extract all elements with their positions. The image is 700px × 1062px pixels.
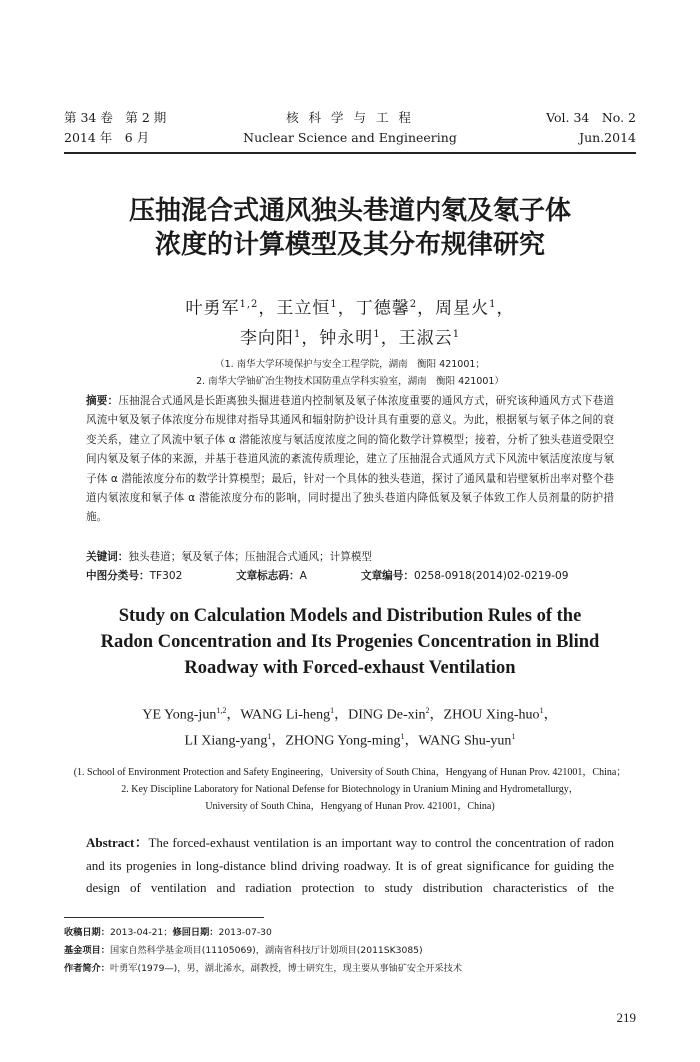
clc-value: TF302	[149, 570, 183, 582]
author-sup: 2	[409, 299, 418, 310]
author-sup: 1	[267, 731, 272, 741]
authors-zh-line-1	[64, 292, 636, 322]
authors-en-line-1	[64, 700, 636, 726]
footnote	[64, 924, 636, 978]
abstract-en-label: Abstract：	[86, 835, 149, 850]
author-bio-label: 作者简介：	[64, 963, 110, 974]
authors-en	[64, 700, 636, 751]
keywords-zh-label: 关键词：	[86, 551, 129, 563]
affiliation-zh-line-1: （1. 南华大学环境保护与安全工程学院，湖南 衡阳 421001；	[215, 359, 485, 370]
footnote-rule	[64, 917, 264, 918]
received-date: 2013-04-21；	[109, 927, 173, 938]
title-en-line-3: Roadway with Forced-exhaust Ventilation	[184, 658, 516, 678]
title-en-line-1: Study on Calculation Models and Distribution Rules of the	[118, 606, 582, 626]
author-bio-text: 叶勇军(1979—)，男，湖北浠水，副教授，博士研究生，现主要从事铀矿安全开采技术	[109, 963, 463, 974]
clc-label: 中图分类号：	[86, 570, 150, 582]
fund-text: 国家自然科学基金项目(11105069)，湖南省科技厅计划项目(2011SK3085)	[109, 945, 423, 956]
author-en: ，WANG Li-heng	[226, 707, 331, 723]
document-code	[236, 567, 307, 585]
author-en: ，WANG Shu-yun	[404, 733, 512, 749]
author-sup: 1	[489, 299, 497, 310]
clc-number	[86, 567, 182, 585]
authors-zh-line-2	[64, 322, 636, 352]
author-sup: 1	[330, 299, 338, 310]
author-zh: ，丁德馨	[337, 298, 410, 319]
article-id-label: 文章编号：	[361, 570, 414, 582]
keywords-zh-text: 独头巷道；氡及氡子体；压抽混合式通风；计算模型	[128, 551, 373, 563]
article-id-value: 0258-0918(2014)02-0219-09	[413, 570, 569, 582]
fund-label: 基金项目：	[64, 945, 110, 956]
article-meta-zh	[86, 567, 614, 585]
author-sup: 1	[511, 731, 516, 741]
author-zh: 叶勇军	[185, 298, 240, 319]
abstract-en	[86, 832, 614, 900]
author-zh: ，钟永明	[301, 328, 374, 349]
article-id	[361, 567, 569, 585]
author-sup: 1	[452, 328, 461, 340]
date-zh: 2014 年 6 月	[64, 130, 150, 145]
author-en: ，DING De-xin	[334, 707, 426, 723]
running-header	[64, 108, 636, 148]
journal-name-en: Nuclear Science and Engineering	[243, 130, 457, 145]
author-en: LI Xiang-yang	[184, 733, 268, 749]
author-sup: 1	[330, 706, 335, 715]
footnote-fund	[64, 942, 636, 960]
volume-issue-en: Vol. 34 No. 2	[546, 110, 636, 125]
affiliation-en-line-3: University of South China，Hengyang of Hunan Prov. 421001，China)	[205, 801, 495, 812]
author-zh: 李向阳	[239, 328, 294, 349]
received-label: 收稿日期：	[64, 927, 110, 938]
author-en: ，ZHOU Xing-huo	[429, 707, 540, 723]
title-en-line-2: Radon Concentration and Its Progenies Concentration in Blind	[100, 632, 600, 652]
author-separator: ，	[496, 298, 515, 319]
author-zh: ，王立恒	[258, 298, 331, 319]
footnote-author	[64, 960, 636, 978]
revised-label: 修回日期：	[172, 927, 219, 938]
author-en: ，ZHONG Yong-ming	[271, 733, 401, 749]
header-right	[546, 108, 636, 148]
author-separator: ，	[543, 707, 558, 723]
date-en: Jun.2014	[579, 130, 636, 145]
code-value: A	[299, 570, 307, 582]
affiliation-en-line-2: 2. Key Discipline Laboratory for National Defense for Biotechnology in Uranium Mining and Hydrometallurgy，	[121, 784, 579, 795]
affiliation-zh	[64, 356, 636, 390]
abstract-en-text: The forced-exhaust ventilation is an important way to control the concentration of radon and its progenies in long-distance blind driving roadway. It is of great significance for guiding the design of ventilation and radiation protection to study distribution characteristics of the	[86, 835, 614, 895]
author-en: YE Yong-jun	[142, 707, 217, 723]
keywords-zh	[86, 548, 614, 566]
journal-name-zh: 核 科 学 与 工 程	[286, 110, 414, 125]
author-sup: 1,2	[216, 706, 227, 715]
abstract-zh-text: 压抽混合式通风是长距离独头掘进巷道内控制氡及氡子体浓度重要的通风方式，研究该种通风方式下巷道风流中氡及氡子体浓度分布规律对指导其通风和辐射防护设计具有重要的意义。为此，根据氡与氡子体之间的衰变关系，建立了风流中氡子体 α 潜能浓度与氡活度浓度之间的简化数学计算模型；接着，分析了独头巷道受限空间内氡及氡子体的来源，并基于巷道风流的紊流传质理论，建立了压抽混合式通风方式下风流中氡活度浓度与氡子体 α 潜能浓度分布的数学计算模型；最后，针对一个具体的独头巷道，探讨了通风量和岩壁氡析出率对整个巷道内氡浓度和氡子体 α 潜能浓度分布的影响，同时提出了独头巷道内降低氡及氡子体致工作人员剂量的防护措施。	[86, 395, 615, 524]
author-sup: 1	[400, 731, 405, 741]
authors-zh	[64, 292, 636, 351]
footnote-dates	[64, 924, 636, 942]
header-rule	[64, 152, 636, 154]
code-label: 文章标志码：	[236, 570, 300, 582]
author-sup: 1	[293, 328, 302, 340]
author-sup: 2	[425, 706, 430, 715]
author-zh: ，周星火	[417, 298, 490, 319]
authors-en-line-2	[64, 726, 636, 752]
title-zh	[64, 194, 636, 262]
affiliation-en	[64, 764, 636, 815]
title-zh-line-2: 浓度的计算模型及其分布规律研究	[154, 230, 545, 260]
title-en	[64, 603, 636, 681]
affiliation-zh-line-2: 2. 南华大学铀矿冶生物技术国防重点学科实验室，湖南 衡阳 421001）	[196, 376, 504, 387]
author-sup: 1	[373, 328, 381, 340]
page-number: 219	[616, 1010, 636, 1025]
author-sup: 1	[539, 706, 544, 715]
title-zh-line-1: 压抽混合式通风独头巷道内氡及氡子体	[128, 196, 571, 226]
abstract-zh-label: 摘要：	[86, 395, 119, 407]
volume-issue-zh: 第 34 卷 第 2 期	[64, 110, 167, 125]
abstract-zh	[86, 392, 614, 528]
affiliation-en-line-1: (1. School of Environment Protection and Safety Engineering，University of South China，Hengyang of Hunan Prov. 421001，China；	[73, 767, 627, 778]
revised-date: 2013-07-30	[218, 927, 272, 938]
author-sup: 1,2	[239, 299, 259, 310]
author-zh: ，王淑云	[380, 328, 453, 349]
